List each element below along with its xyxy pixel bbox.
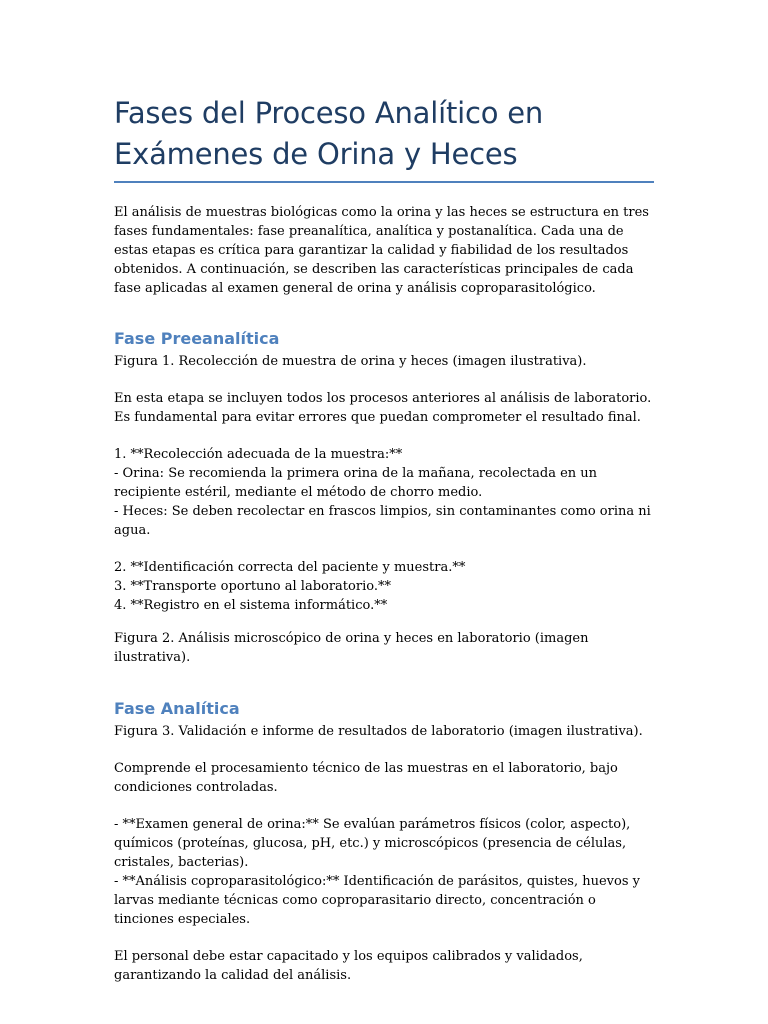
title-line-2: Exámenes de Orina y Heces xyxy=(114,137,518,171)
list-item: - Orina: Se recomienda la primera orina de la mañana, recolectada en un recipiente estéril, mediante el método de chorro medio. xyxy=(114,466,598,500)
document-page xyxy=(114,0,659,985)
preanalitica-list-a xyxy=(114,445,659,540)
title-line-1: Fases del Proceso Analítico en xyxy=(114,96,544,130)
intro-paragraph: El análisis de muestras biológicas como la orina y las heces se estructura en tres fases fundamentales: fase preanalítica, analítica y postanalítica. Cada una de estas etapas es crítica para garantizar la calidad y fiabilidad de los resultados obtenidos. A continuación, se describen las características principales de cada fase aplicadas al examen general de orina y análisis coproparasitológico. xyxy=(114,205,649,296)
figure-caption-2: Figura 2. Análisis microscópico de orina y heces en laboratorio (imagen ilustrativa). xyxy=(114,631,589,665)
preanalitica-paragraph: En esta etapa se incluyen todos los procesos anteriores al análisis de laboratorio. Es fundamental para evitar errores que puedan comprometer el resultado final. xyxy=(114,391,652,425)
list-item: - Heces: Se deben recolectar en frascos limpios, sin contaminantes como orina ni agua. xyxy=(114,504,651,538)
section-heading-preanalitica: Fase Preeanalítica xyxy=(114,329,280,348)
analitica-paragraph: Comprende el procesamiento técnico de las muestras en el laboratorio, bajo condiciones controladas. xyxy=(114,761,618,795)
figure-caption-3: Figura 3. Validación e informe de resultados de laboratorio (imagen ilustrativa). xyxy=(114,724,643,739)
analitica-closing-paragraph: El personal debe estar capacitado y los equipos calibrados y validados, garantizando la calidad del análisis. xyxy=(114,949,583,983)
section-heading-analitica: Fase Analítica xyxy=(114,699,240,718)
preanalitica-list-b xyxy=(114,558,659,615)
list-item: 4. **Registro en el sistema informático.** xyxy=(114,598,388,613)
document-title xyxy=(114,0,659,175)
list-item: 2. **Identificación correcta del paciente y muestra.** xyxy=(114,560,466,575)
list-item: - **Análisis coproparasitológico:** Identificación de parásitos, quistes, huevos y larvas mediante técnicas como coproparasitario directo, concentración o tinciones especiales. xyxy=(114,874,640,927)
title-underline xyxy=(114,181,654,183)
list-item: 3. **Transporte oportuno al laboratorio.** xyxy=(114,579,391,594)
list-item: 1. **Recolección adecuada de la muestra:** xyxy=(114,447,403,462)
analitica-list xyxy=(114,815,659,929)
figure-caption-1: Figura 1. Recolección de muestra de orina y heces (imagen ilustrativa). xyxy=(114,354,587,369)
list-item: - **Examen general de orina:** Se evalúan parámetros físicos (color, aspecto), químicos (proteínas, glucosa, pH, etc.) y microscópicos (presencia de células, cristales, bacterias). xyxy=(114,817,631,870)
